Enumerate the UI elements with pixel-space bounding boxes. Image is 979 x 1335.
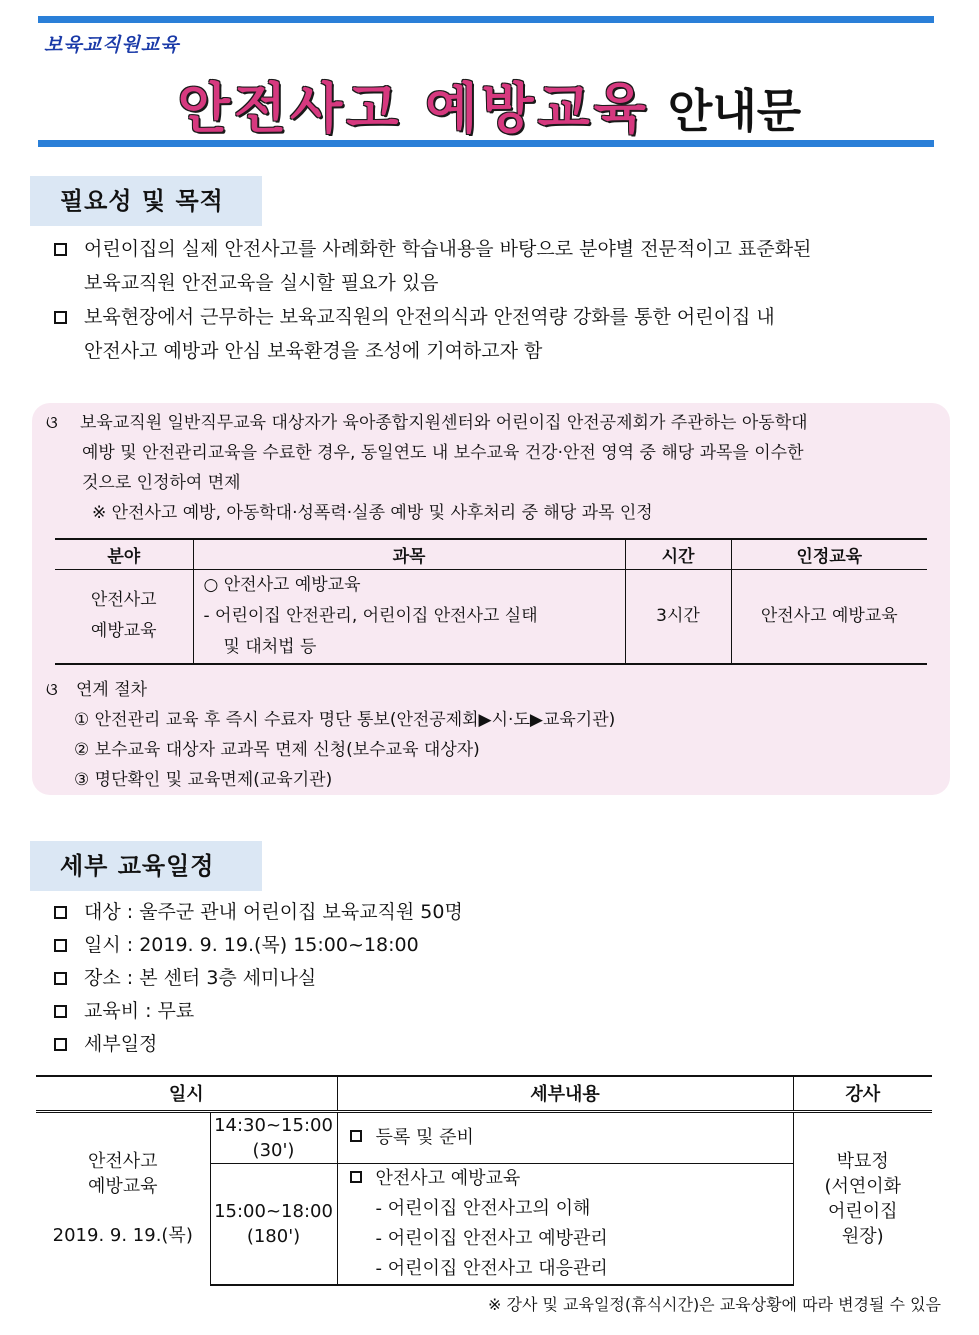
recognized-cell: 안전사고 예방교육 <box>731 569 927 664</box>
column-header: 세부내용 <box>337 1076 793 1111</box>
exemption-note: ※ 안전사고 예방, 아동학대·성폭력·실종 예방 및 사후처리 중 해당 과목 인정 <box>92 503 653 523</box>
purpose-item-line: 안전사고 예방과 안심 보육환경을 조성에 기여하고자 함 <box>84 340 543 362</box>
time-cell: 3시간 <box>625 569 731 664</box>
checkbox-bullet-icon <box>54 1038 67 1051</box>
exemption-line: 것으로 인정하여 면제 <box>82 473 241 493</box>
checkbox-bullet-icon <box>54 972 67 985</box>
purpose-item <box>0 300 950 368</box>
checkbox-bullet-icon <box>350 1130 362 1142</box>
time-cell: 15:00~18:00 (180') <box>210 1163 337 1285</box>
procedure-step: ② 보수교육 대상자 교과목 면제 신청(보수교육 대상자) <box>74 740 480 760</box>
schedule-info-list <box>0 896 950 1061</box>
section-heading-schedule: 세부 교육일정 <box>30 841 262 891</box>
column-header: 인정교육 <box>731 539 927 569</box>
checkbox-bullet-icon <box>54 1005 67 1018</box>
checkbox-bullet-icon <box>54 243 67 256</box>
procedure-title: 연계 절차 <box>76 680 148 700</box>
checkbox-bullet-icon <box>54 939 67 952</box>
header-subtitle: 보육교직원교육 <box>44 34 180 56</box>
top-rule <box>38 16 934 23</box>
procedure-list <box>46 675 946 795</box>
list-item: 세부일정 <box>0 1028 950 1061</box>
purpose-list <box>0 232 950 368</box>
column-header: 강사 <box>793 1076 932 1111</box>
exemption-line: 예방 및 안전관리교육을 수료한 경우, 동일연도 내 보수교육 건강·안전 영역 중 해당 과목을 이수한 <box>82 443 804 463</box>
table-row <box>55 569 927 664</box>
date-cell: 안전사고 예방교육 2019. 9. 19.(목) <box>52 1151 193 1246</box>
page-title <box>0 66 979 143</box>
bottom-rule <box>38 140 934 147</box>
lecturer-cell: 박묘정 (서연이화 어린이집 원장) <box>793 1111 932 1285</box>
purpose-item-line: 보육현장에서 근무하는 보육교직원의 안전의식과 안전역량 강화를 통한 어린이집 내 <box>84 306 775 328</box>
column-header: 과목 <box>193 539 625 569</box>
content-cell: 등록 및 준비 <box>337 1111 793 1163</box>
ornament-bullet-icon: ଓ <box>46 680 58 700</box>
procedure-step: ③ 명단확인 및 교육면제(교육기관) <box>74 770 333 790</box>
column-header: 일시 <box>36 1076 337 1111</box>
checkbox-bullet-icon <box>54 311 67 324</box>
section-heading-purpose: 필요성 및 목적 <box>30 176 262 226</box>
list-item: 대상 : 울주군 관내 어린이집 보육교직원 50명 <box>0 896 950 929</box>
list-item: 교육비 : 무료 <box>0 995 950 1028</box>
list-item: 장소 : 본 센터 3층 세미나실 <box>0 962 950 995</box>
exemption-line: 보육교직원 일반직무교육 대상자가 육아종합지원센터와 어린이집 안전공제회가 주관하는 아동학대 <box>80 413 808 433</box>
field-cell: 안전사고 예방교육 <box>55 569 193 664</box>
schedule-footnote: ※ 강사 및 교육일정(휴식시간)은 교육상황에 따라 변경될 수 있음 <box>488 1295 941 1314</box>
schedule-table <box>36 1075 932 1286</box>
checkbox-bullet-icon <box>350 1171 362 1183</box>
column-header: 시간 <box>625 539 731 569</box>
exemption-paragraph <box>46 408 946 528</box>
subject-cell: ○ 안전사고 예방교육 - 어린이집 안전관리, 어린이집 안전사고 실태 및 대처법 등 <box>193 569 625 664</box>
title-main: 안전사고 예방교육 <box>177 77 650 140</box>
purpose-item-line: 어린이집의 실제 안전사고를 사례화한 학습내용을 바탕으로 분야별 전문적이고 표준화된 <box>84 238 812 260</box>
ornament-bullet-icon: ଓ <box>46 413 58 433</box>
content-cell: 안전사고 예방교육 - 어린이집 안전사고의 이해 - 어린이집 안전사고 예방관리 - 어린이집 안전사고 대응관리 <box>337 1163 793 1285</box>
time-cell: 14:30~15:00 (30') <box>210 1111 337 1163</box>
list-item: 일시 : 2019. 9. 19.(목) 15:00~18:00 <box>0 929 950 962</box>
title-tail: 안내문 <box>667 84 802 138</box>
checkbox-bullet-icon <box>54 906 67 919</box>
procedure-step: ① 안전관리 교육 후 즉시 수료자 명단 통보(안전공제회▶시·도▶교육기관) <box>74 710 616 730</box>
purpose-item-line: 보육교직원 안전교육을 실시할 필요가 있음 <box>84 272 439 294</box>
recognition-table <box>55 538 927 665</box>
column-header: 분야 <box>55 539 193 569</box>
purpose-item <box>0 232 950 300</box>
table-row <box>36 1111 932 1163</box>
